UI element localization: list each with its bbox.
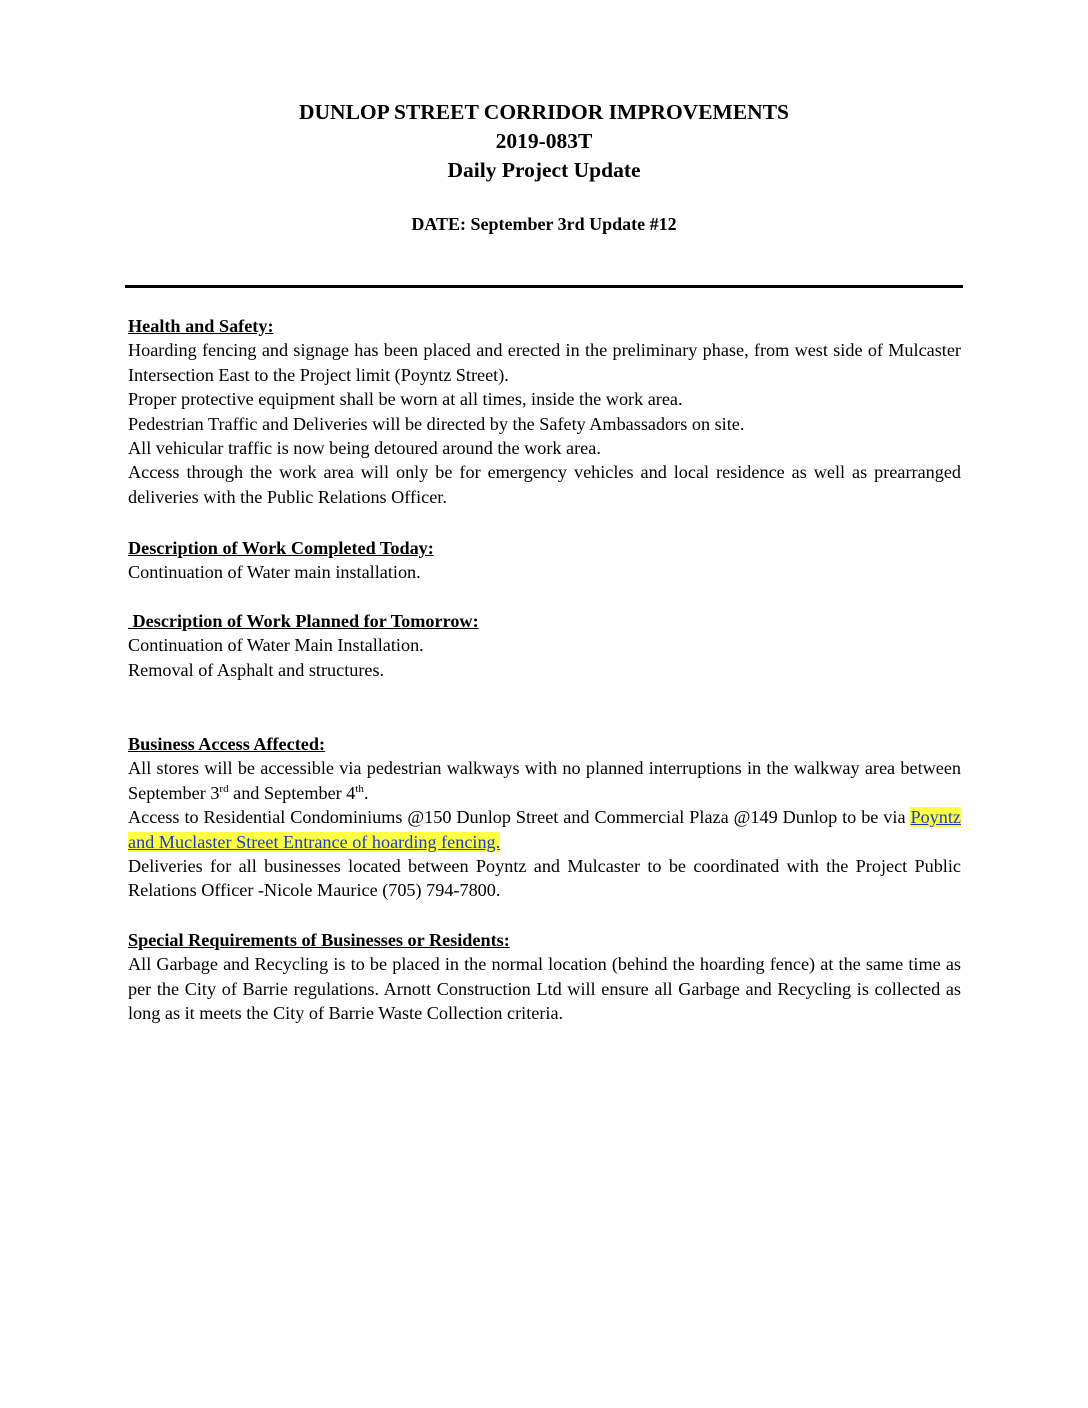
paragraph: Removal of Asphalt and structures.: [128, 659, 385, 680]
section-work-planned: [128, 609, 961, 682]
ordinal-suffix: rd: [219, 782, 229, 795]
header-divider: [125, 285, 963, 288]
paragraph: All vehicular traffic is now being detoured around the work area.: [128, 438, 601, 459]
paragraph: [128, 756, 961, 805]
section-heading: Description of Work Planned for Tomorrow:: [128, 611, 479, 631]
text-run: .: [363, 782, 369, 803]
text-run: All stores will be accessible via pedestrian walkways with no planned interruptions in the walkway area between September 3: [128, 758, 961, 803]
highlighted-link[interactable]: Poyntz and Muclaster Street Entrance of hoarding fencing.: [128, 807, 961, 852]
date-line: DATE: September 3rd Update #12: [411, 214, 677, 234]
ordinal-suffix: th: [355, 782, 364, 795]
paragraph: Proper protective equipment shall be worn at all times, inside the work area.: [128, 389, 683, 410]
text-run: and September 4: [228, 782, 356, 803]
document-subtitle: Daily Project Update: [447, 158, 641, 182]
paragraph: Continuation of Water Main Installation.: [128, 635, 424, 656]
paragraph: Continuation of Water main installation.: [128, 562, 421, 583]
paragraph: Deliveries for all businesses located between Poyntz and Mulcaster to be coordinated with the Project Public Relations Officer -Nicole Maurice (705) 794-7800.: [128, 856, 961, 901]
document-title: DUNLOP STREET CORRIDOR IMPROVEMENTS: [299, 100, 789, 124]
section-special-requirements: [128, 928, 961, 1026]
document-title-block: [0, 98, 1088, 185]
section-business-access: [128, 732, 961, 903]
section-health-safety: [128, 314, 961, 509]
paragraph: Access through the work area will only be for emergency vehicles and local residence as well as prearranged deliveries with the Public Relations Officer.: [128, 462, 961, 507]
section-heading: Description of Work Completed Today:: [128, 538, 434, 558]
section-heading: Special Requirements of Businesses or Residents:: [128, 930, 510, 950]
section-heading: Business Access Affected:: [128, 734, 326, 754]
section-heading: Health and Safety:: [128, 316, 274, 336]
paragraph: All Garbage and Recycling is to be placed in the normal location (behind the hoarding fence) at the same time as per the City of Barrie regulations. Arnott Construction Ltd will ensure all Garbage and Recycling is collected as long as it meets the City of Barrie Waste Collection criteria.: [128, 954, 961, 1024]
project-number: 2019-083T: [495, 129, 593, 153]
paragraph: [128, 805, 961, 854]
section-work-completed: [128, 536, 961, 585]
paragraph: Pedestrian Traffic and Deliveries will be directed by the Safety Ambassadors on site.: [128, 413, 745, 434]
text-run: Access to Residential Condominiums @150 Dunlop Street and Commercial Plaza @149 Dunlop to be via: [128, 807, 911, 828]
paragraph: Hoarding fencing and signage has been placed and erected in the preliminary phase, from west side of Mulcaster Intersection East to the Project limit (Poyntz Street).: [128, 340, 961, 385]
